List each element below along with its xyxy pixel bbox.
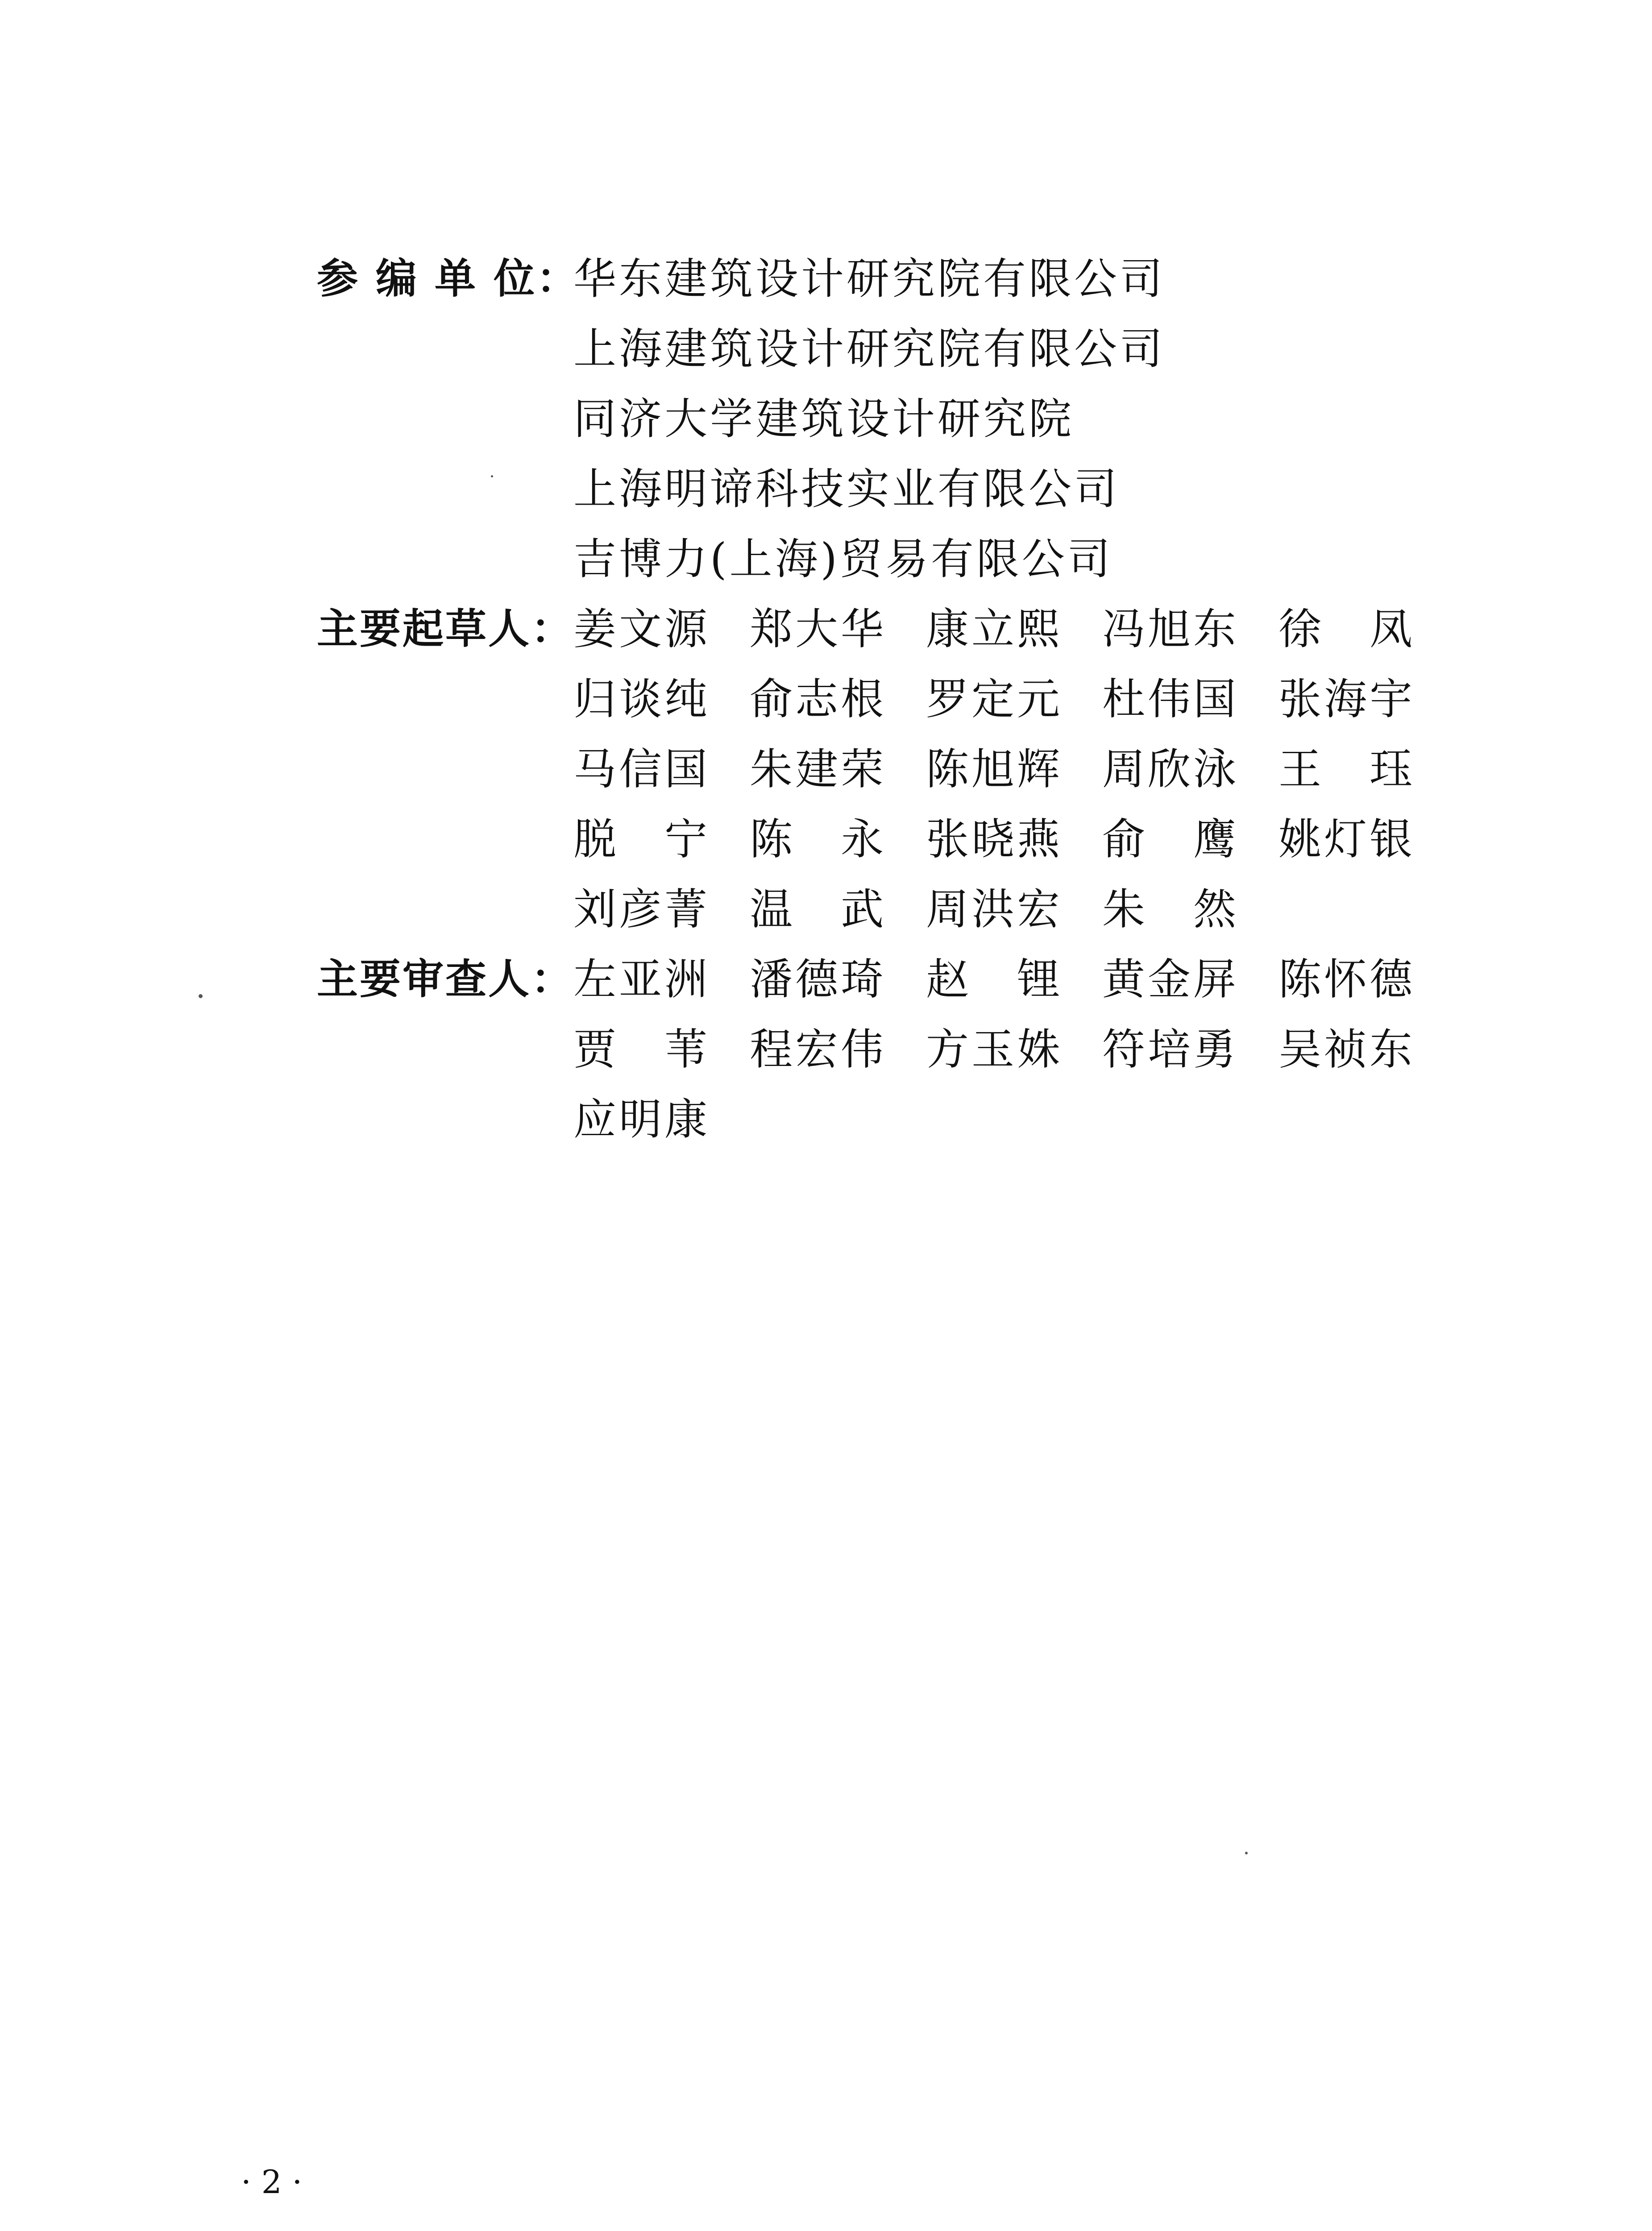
reviewer-name: 吴祯东 <box>1278 1024 1412 1074</box>
drafter-name: 徐 凤 <box>1278 604 1412 654</box>
reviewer-name: 程宏伟 <box>750 1024 884 1074</box>
drafter-name: 冯旭东 <box>1102 604 1236 654</box>
drafter-name: 张晓燕 <box>926 814 1060 864</box>
unit-4: 上海明谛科技实业有限公司 <box>573 464 1120 514</box>
reviewer-name: 符培勇 <box>1102 1024 1236 1074</box>
reviewer-name: 黄金屏 <box>1102 954 1236 1004</box>
scan-speck <box>491 475 493 477</box>
drafter-name: 俞 鹰 <box>1102 814 1236 864</box>
unit-1: 华东建筑设计研究院有限公司 <box>573 254 1165 304</box>
reviewer-name: 贾 苇 <box>573 1024 707 1074</box>
drafter-name: 刘彦菁 <box>573 884 707 934</box>
unit-3: 同济大学建筑设计研究院 <box>573 394 1074 444</box>
drafter-name: 姚灯银 <box>1278 814 1412 864</box>
unit-5: 吉博力(上海)贸易有限公司 <box>573 534 1113 584</box>
unit-2: 上海建筑设计研究院有限公司 <box>573 324 1165 374</box>
drafter-name: 马信国 <box>573 744 707 794</box>
reviewer-name: 方玉姝 <box>926 1024 1060 1074</box>
drafter-name: 罗定元 <box>926 674 1060 724</box>
drafter-name: 陈 永 <box>750 814 884 864</box>
drafter-name: 张海宇 <box>1278 674 1412 724</box>
reviewer-name: 陈怀德 <box>1278 954 1412 1004</box>
reviewer-name: 潘德琦 <box>750 954 884 1004</box>
drafter-name: 周欣泳 <box>1102 744 1236 794</box>
reviewer-name: 赵 锂 <box>926 954 1060 1004</box>
drafter-name: 朱建荣 <box>750 744 884 794</box>
main-drafters-label: 主要起草人： <box>317 605 574 653</box>
drafter-name: 杜伟国 <box>1102 674 1236 724</box>
drafter-name: 朱 然 <box>1102 884 1236 934</box>
drafter-name: 姜文源 <box>573 604 707 654</box>
participating-units-label: 参 编 单 位： <box>317 255 580 303</box>
page-number: · 2 · <box>241 2163 303 2201</box>
reviewer-name: 左亚洲 <box>573 954 707 1004</box>
drafter-name: 康立熙 <box>926 604 1060 654</box>
drafter-name: 周洪宏 <box>926 884 1060 934</box>
drafter-name: 郑大华 <box>750 604 884 654</box>
drafter-name: 俞志根 <box>750 674 884 724</box>
reviewer-name: 应明康 <box>573 1095 707 1145</box>
scan-speck <box>199 994 203 998</box>
scan-speck <box>1245 1852 1248 1854</box>
drafter-name: 陈旭辉 <box>926 744 1060 794</box>
drafter-name: 脱 宁 <box>573 814 707 864</box>
drafter-name: 归谈纯 <box>573 674 707 724</box>
drafter-name: 王 珏 <box>1278 744 1412 794</box>
drafter-name: 温 武 <box>750 884 884 934</box>
main-reviewers-label: 主要审查人： <box>317 955 574 1003</box>
